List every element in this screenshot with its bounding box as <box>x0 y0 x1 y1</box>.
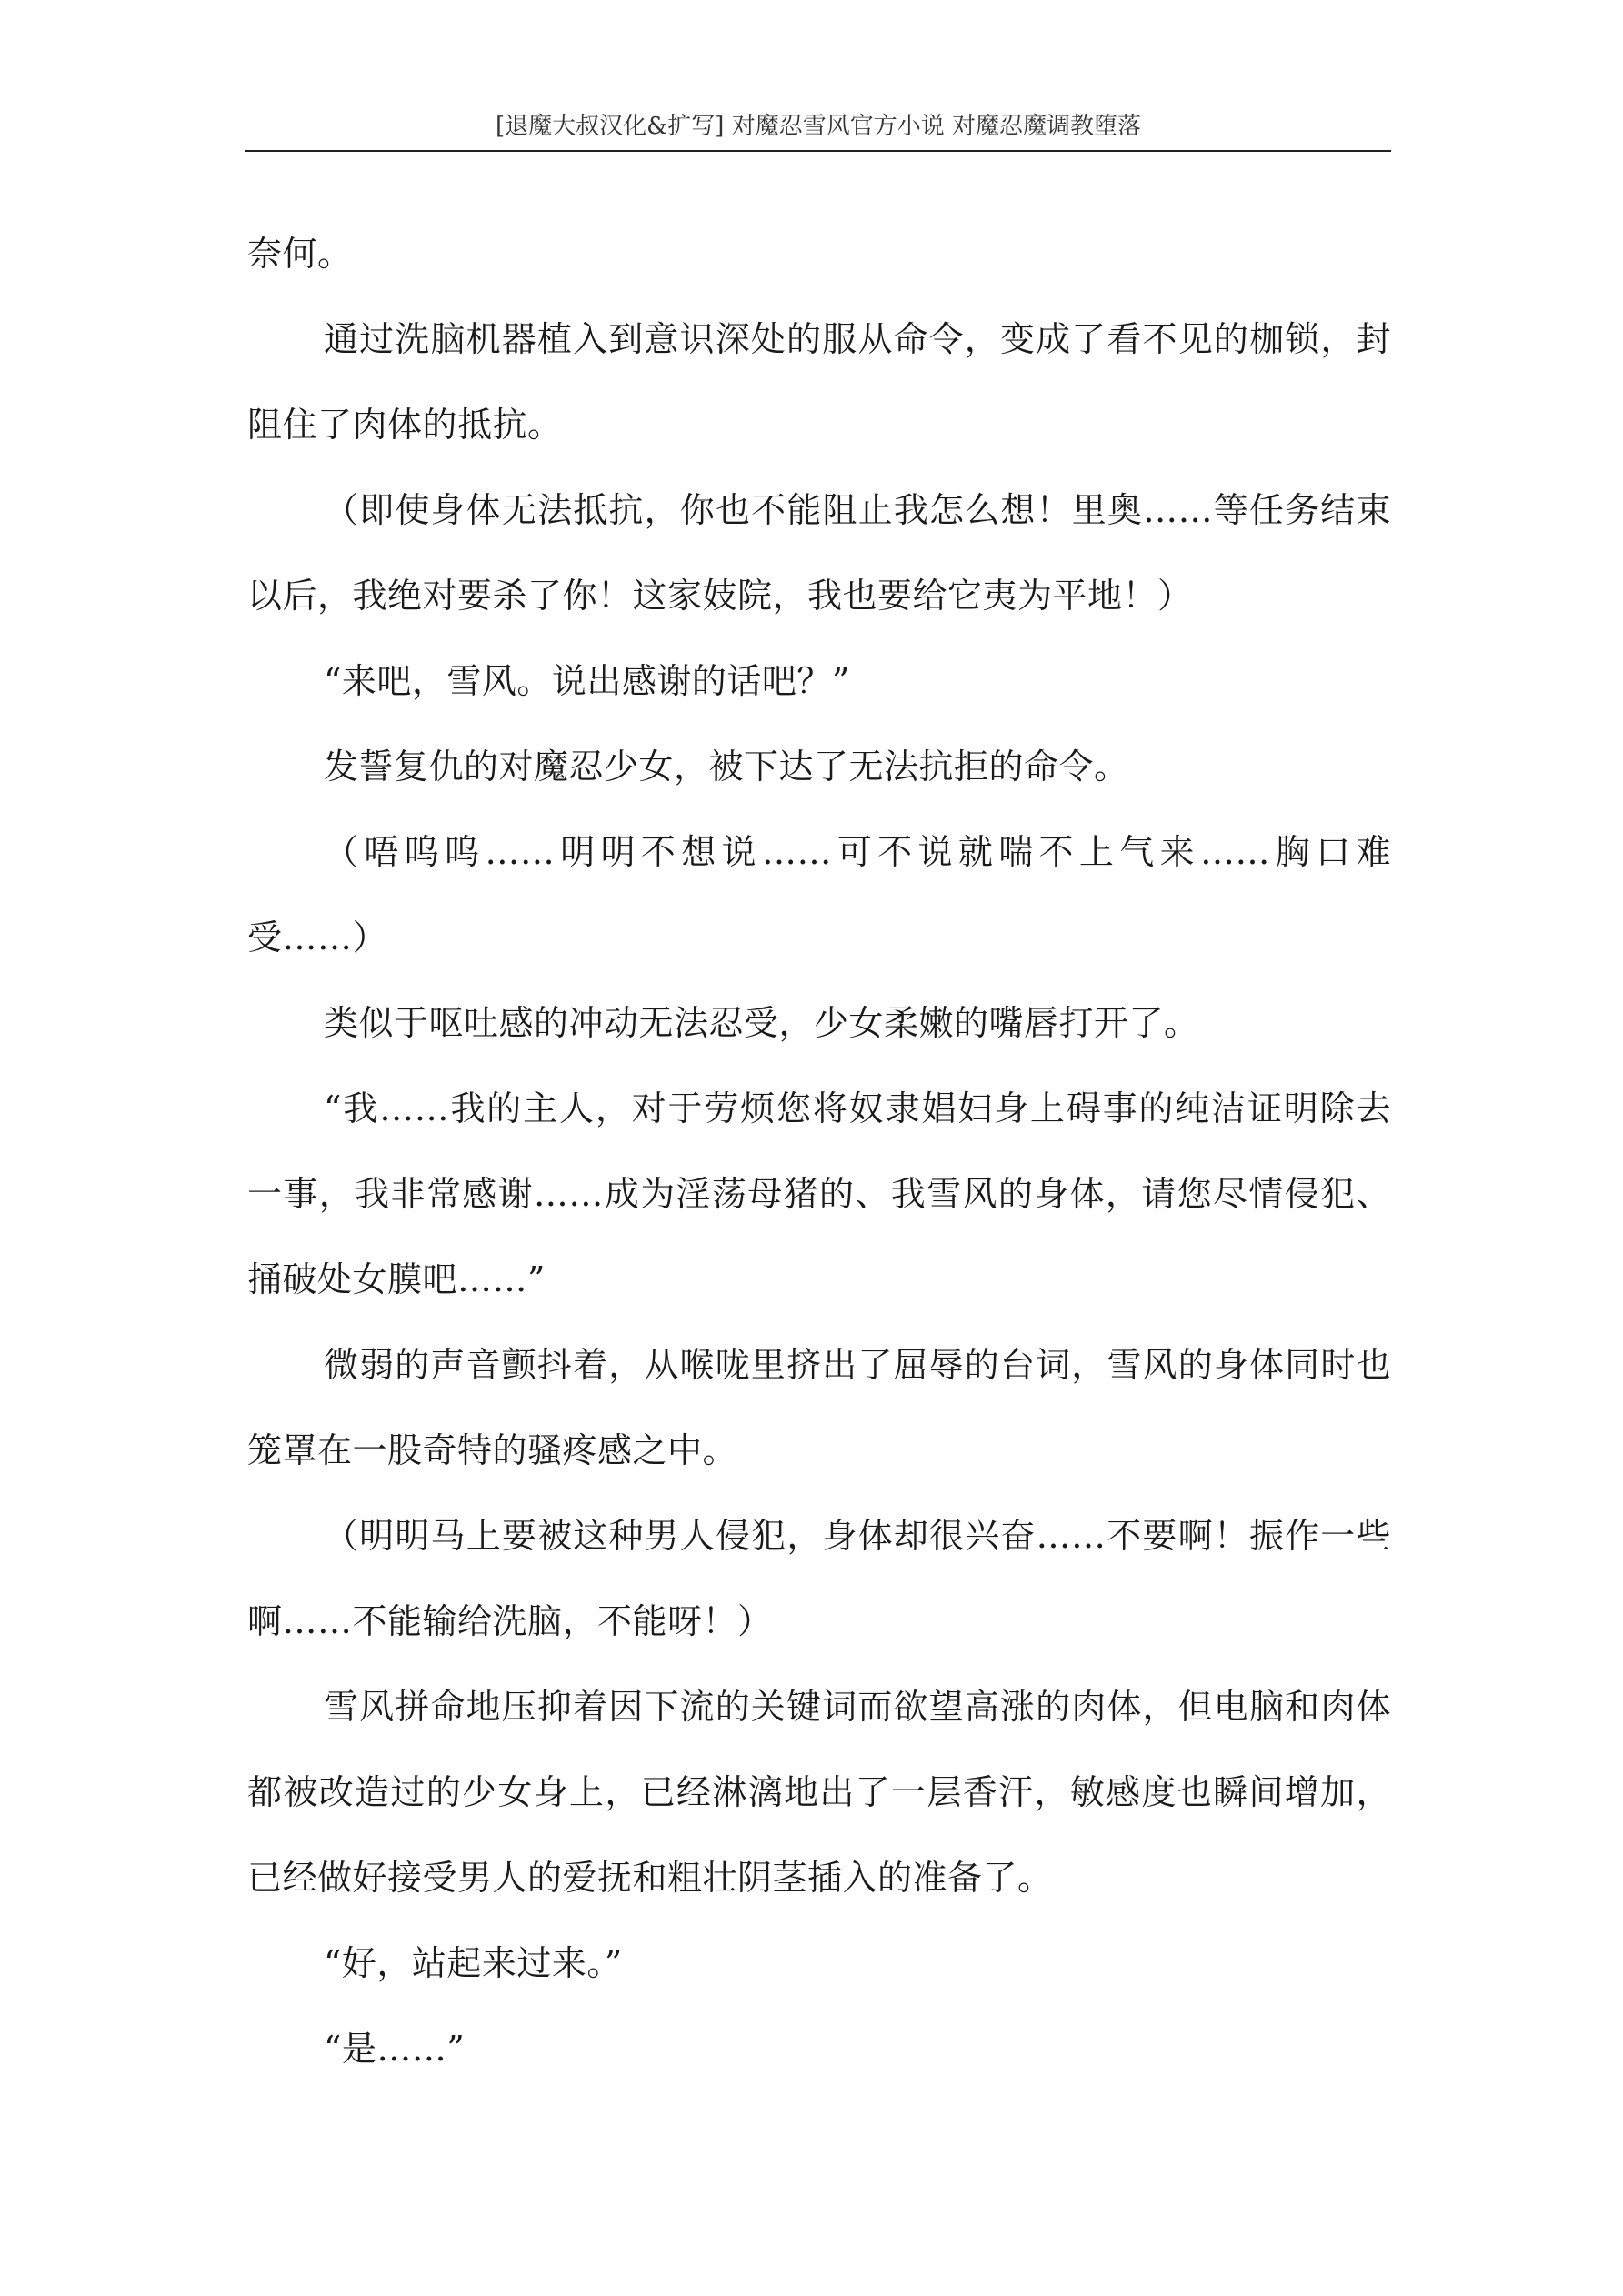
paragraph: 奈何。 <box>247 234 353 274</box>
paragraph: 通过洗脑机器植入到意识深处的服从命令，变成了看不见的枷锁，封阻住了肉体的抵抗。 <box>247 319 1391 445</box>
header-divider <box>245 150 1391 152</box>
body-text <box>247 211 1391 2091</box>
paragraph: （即使身体无法抵抗，你也不能阻止我怎么想！里奥……等任务结束以后，我绝对要杀了你！这家妓院，我也要给它夷为平地！） <box>247 490 1391 616</box>
running-header: [退魔大叔汉化&扩写] 对魔忍雪风官方小说 对魔忍魔调教堕落 <box>496 113 1141 140</box>
paragraph: “好，站起来过来。” <box>324 1943 623 1983</box>
paragraph: （唔呜呜……明明不想说……可不说就喘不上气来……胸口难受……） <box>247 832 1391 958</box>
paragraph: “来吧，雪风。说出感谢的话吧？” <box>324 661 850 701</box>
paragraph: 微弱的声音颤抖着，从喉咙里挤出了屈辱的台词，雪风的身体同时也笼罩在一股奇特的骚疼感之中。 <box>247 1345 1391 1470</box>
paragraph: 类似于呕吐感的冲动无法忍受，少女柔嫩的嘴唇打开了。 <box>324 1003 1199 1043</box>
paragraph: 发誓复仇的对魔忍少女，被下达了无法抗拒的命令。 <box>324 747 1129 787</box>
paragraph: “我……我的主人，对于劳烦您将奴隶娼妇身上碍事的纯洁证明除去一事，我非常感谢……成为淫荡母猪的、我雪风的身体，请您尽情侵犯、捅破处女膜吧……” <box>247 1088 1391 1299</box>
paragraph: 雪风拼命地压抑着因下流的关键词而欲望高涨的肉体，但电脑和肉体都被改造过的少女身上，已经淋漓地出了一层香汗，敏感度也瞬间增加，已经做好接受男人的爱抚和粗壮阴茎插入的准备了。 <box>247 1687 1391 1898</box>
paragraph: （明明马上要被这种男人侵犯，身体却很兴奋……不要啊！振作一些啊……不能输给洗脑，不能呀！） <box>247 1516 1391 1641</box>
paragraph: “是……” <box>324 2029 466 2069</box>
